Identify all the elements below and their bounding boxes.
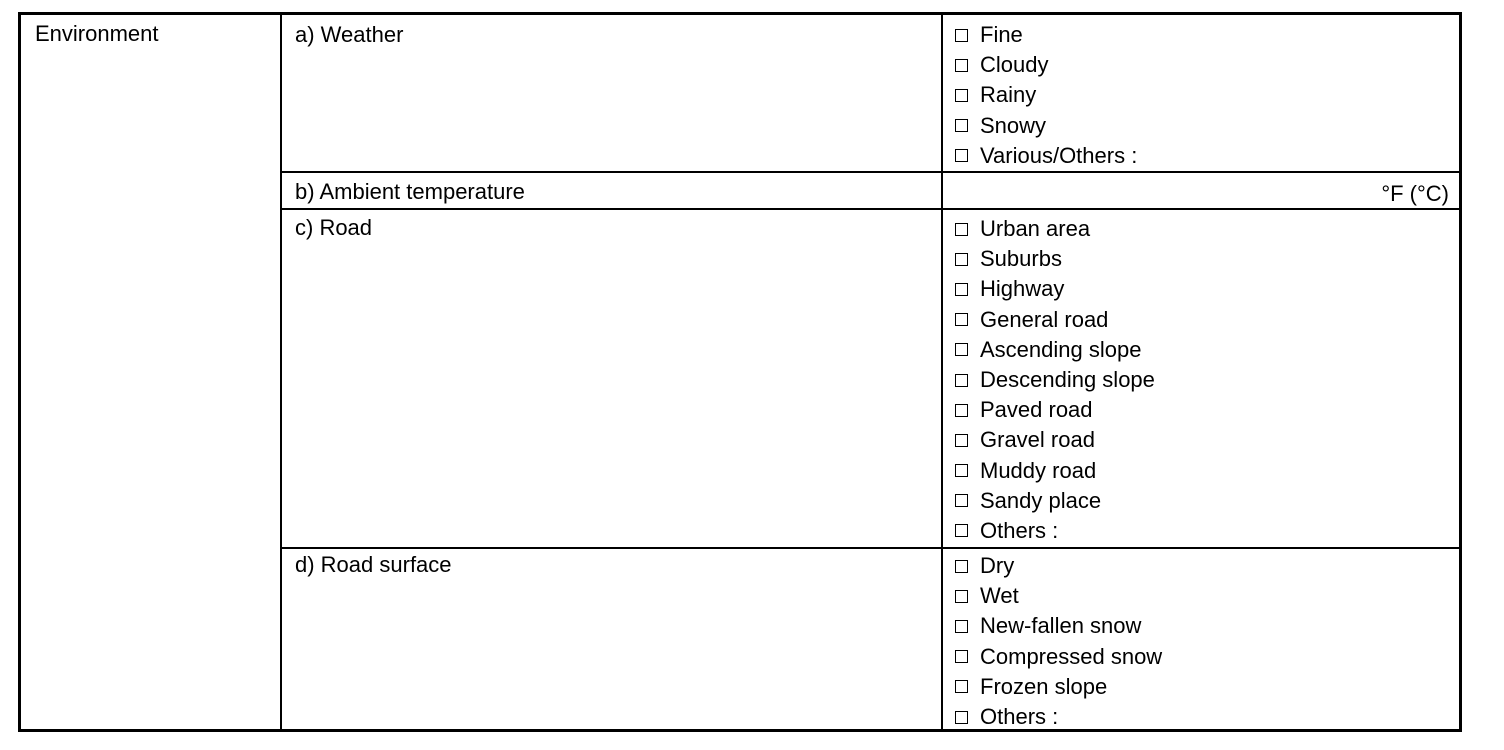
weather-option[interactable] [955,80,1137,110]
option-label: Wet [980,583,1019,609]
option-label: Dry [980,553,1015,579]
temperature-unit: °F (°C) [1381,181,1449,206]
weather-option[interactable] [955,50,1137,80]
road-surface-option[interactable] [955,551,1162,581]
checkbox-icon[interactable] [955,494,968,507]
option-label: Rainy [980,82,1037,108]
checkbox-icon[interactable] [955,374,968,387]
checkbox-icon[interactable] [955,711,968,724]
weather-option[interactable] [955,141,1137,171]
checkbox-icon[interactable] [955,149,968,162]
checkbox-icon[interactable] [955,223,968,236]
checkbox-icon[interactable] [955,434,968,447]
road-surface-option[interactable] [955,702,1162,732]
option-label: Others : [980,704,1059,730]
option-label: Snowy [980,112,1047,138]
option-label: Highway [980,276,1065,302]
checkbox-icon[interactable] [955,650,968,663]
checkbox-icon[interactable] [955,680,968,693]
road-option[interactable] [955,335,1155,365]
road-option[interactable] [955,274,1155,304]
option-label: Muddy road [980,457,1097,483]
checkbox-icon[interactable] [955,283,968,296]
option-label: Suburbs [980,246,1062,272]
road-surface-option[interactable] [955,642,1162,672]
option-label: Various/Others : [980,142,1138,168]
divider-row-road [280,547,1462,549]
road-surface-options [955,551,1162,732]
checkbox-icon[interactable] [955,404,968,417]
checkbox-icon[interactable] [955,313,968,326]
checkbox-icon[interactable] [955,119,968,132]
road-option[interactable] [955,214,1155,244]
option-label: Gravel road [980,427,1095,453]
checkbox-icon[interactable] [955,253,968,266]
option-label: Sandy place [980,487,1102,513]
option-label: Compressed snow [980,643,1163,669]
option-label: General road [980,306,1109,332]
road-surface-option[interactable] [955,581,1162,611]
road-options [955,214,1155,546]
option-label: Fine [980,22,1023,48]
road-option[interactable] [955,395,1155,425]
checkbox-icon[interactable] [955,343,968,356]
road-option[interactable] [955,425,1155,455]
temperature-label: b) Ambient temperature [295,179,525,204]
option-label: New-fallen snow [980,613,1142,639]
road-surface-label: d) Road surface [295,552,452,577]
divider-section-column [280,15,282,729]
road-option[interactable] [955,365,1155,395]
environment-form [18,12,1462,732]
option-label: Urban area [980,216,1091,242]
road-label: c) Road [295,215,373,240]
option-label: Ascending slope [980,336,1142,362]
weather-options [955,20,1137,171]
checkbox-icon[interactable] [955,59,968,72]
checkbox-icon[interactable] [955,29,968,42]
weather-label: a) Weather [295,22,404,47]
divider-options-column [941,15,943,729]
checkbox-icon[interactable] [955,524,968,537]
road-option[interactable] [955,516,1155,546]
option-label: Cloudy [980,52,1049,78]
road-option[interactable] [955,486,1155,516]
option-label: Others : [980,517,1059,543]
checkbox-icon[interactable] [955,560,968,573]
option-label: Frozen slope [980,673,1108,699]
road-option[interactable] [955,456,1155,486]
divider-row-temperature [280,208,1462,210]
road-option[interactable] [955,244,1155,274]
checkbox-icon[interactable] [955,464,968,477]
weather-option[interactable] [955,20,1137,50]
checkbox-icon[interactable] [955,590,968,603]
section-title: Environment [35,21,159,46]
option-label: Paved road [980,397,1093,423]
checkbox-icon[interactable] [955,89,968,102]
weather-option[interactable] [955,111,1137,141]
divider-row-weather [280,171,1462,173]
option-label: Descending slope [980,367,1155,393]
road-surface-option[interactable] [955,611,1162,641]
road-option[interactable] [955,305,1155,335]
road-surface-option[interactable] [955,672,1162,702]
checkbox-icon[interactable] [955,620,968,633]
